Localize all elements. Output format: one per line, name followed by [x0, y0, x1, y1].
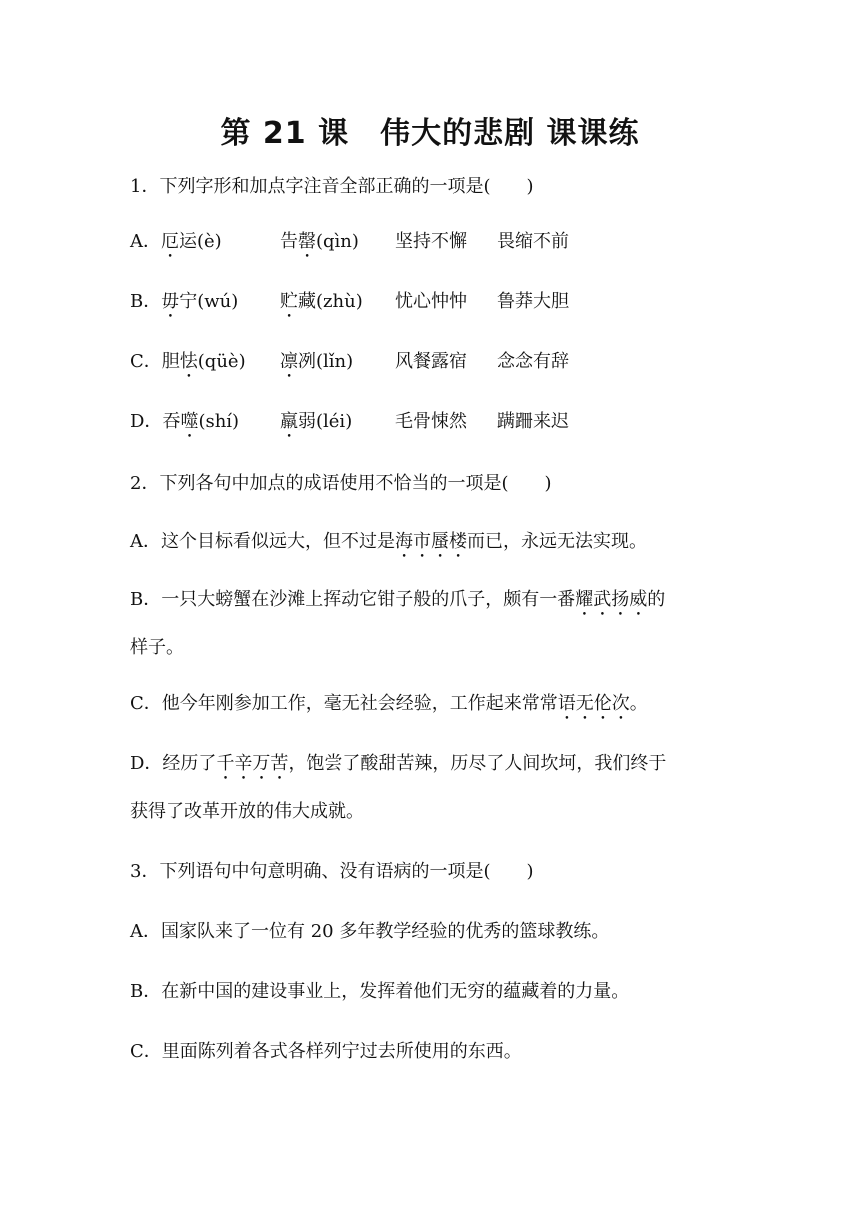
- q1-c-word-4: 念念有辞: [497, 351, 569, 372]
- q1-d-word-4: 蹒跚来迟: [497, 411, 569, 432]
- page-title: 第 21 课 伟大的悲剧 课课练: [220, 116, 640, 151]
- q2-option-a: A．这个目标看似远大，但不过是海市蜃楼而已，永远无法实现。: [130, 531, 647, 552]
- q1-a-word-3: 坚持不懈: [395, 231, 467, 252]
- q1-a-word-4: 畏缩不前: [497, 231, 569, 252]
- q1-a-word-2: 告罄(qìn): [280, 231, 359, 252]
- q2-option-d-cont: 获得了改革开放的伟大成就。: [130, 801, 364, 822]
- q1-b-word-3: 忧心忡忡: [395, 291, 467, 312]
- q1-option-c: [130, 350, 569, 382]
- q1-c-word-1: C．胆怯(qüè): [130, 351, 246, 372]
- q1-b-word-1: B．毋宁(wú): [130, 291, 239, 312]
- q1-d-word-2: 羸弱(léi): [280, 411, 353, 432]
- question-3-stem: 3．下列语句中句意明确、没有语病的一项是( ): [130, 861, 534, 882]
- q1-option-d: [130, 410, 569, 442]
- q2-option-c: C．他今年刚参加工作，毫无社会经验，工作起来常常语无伦次。: [130, 693, 648, 714]
- q2-option-d: D．经历了千辛万苦，饱尝了酸甜苦辣，历尽了人间坎坷，我们终于: [130, 753, 667, 774]
- q1-b-word-4: 鲁莽大胆: [497, 291, 569, 312]
- q2-option-b: B．一只大螃蟹在沙滩上挥动它钳子般的爪子，颇有一番耀武扬威的: [130, 589, 666, 610]
- q3-option-b: B．在新中国的建设事业上，发挥着他们无穷的蕴藏着的力量。: [130, 981, 630, 1002]
- q2-option-b-cont: 样子。: [130, 637, 184, 658]
- q1-d-word-3: 毛骨悚然: [395, 411, 467, 432]
- q1-option-b: [130, 290, 569, 322]
- question-2-stem: 2．下列各句中加点的成语使用不恰当的一项是( ): [130, 473, 552, 494]
- q1-a-word-1: A．厄运(è): [130, 231, 222, 252]
- q3-option-a: A．国家队来了一位有 20 多年教学经验的优秀的篮球教练。: [130, 921, 610, 942]
- question-1-stem: 1．下列字形和加点字注音全部正确的一项是( ): [130, 176, 534, 197]
- q1-d-word-1: D．吞噬(shí): [130, 411, 240, 432]
- q1-option-a: [130, 230, 569, 262]
- q1-c-word-3: 风餐露宿: [395, 351, 467, 372]
- q3-option-c: C．里面陈列着各式各样列宁过去所使用的东西。: [130, 1041, 522, 1062]
- q1-c-word-2: 凛冽(lǐn): [280, 351, 354, 372]
- q1-b-word-2: 贮藏(zhù): [280, 291, 363, 312]
